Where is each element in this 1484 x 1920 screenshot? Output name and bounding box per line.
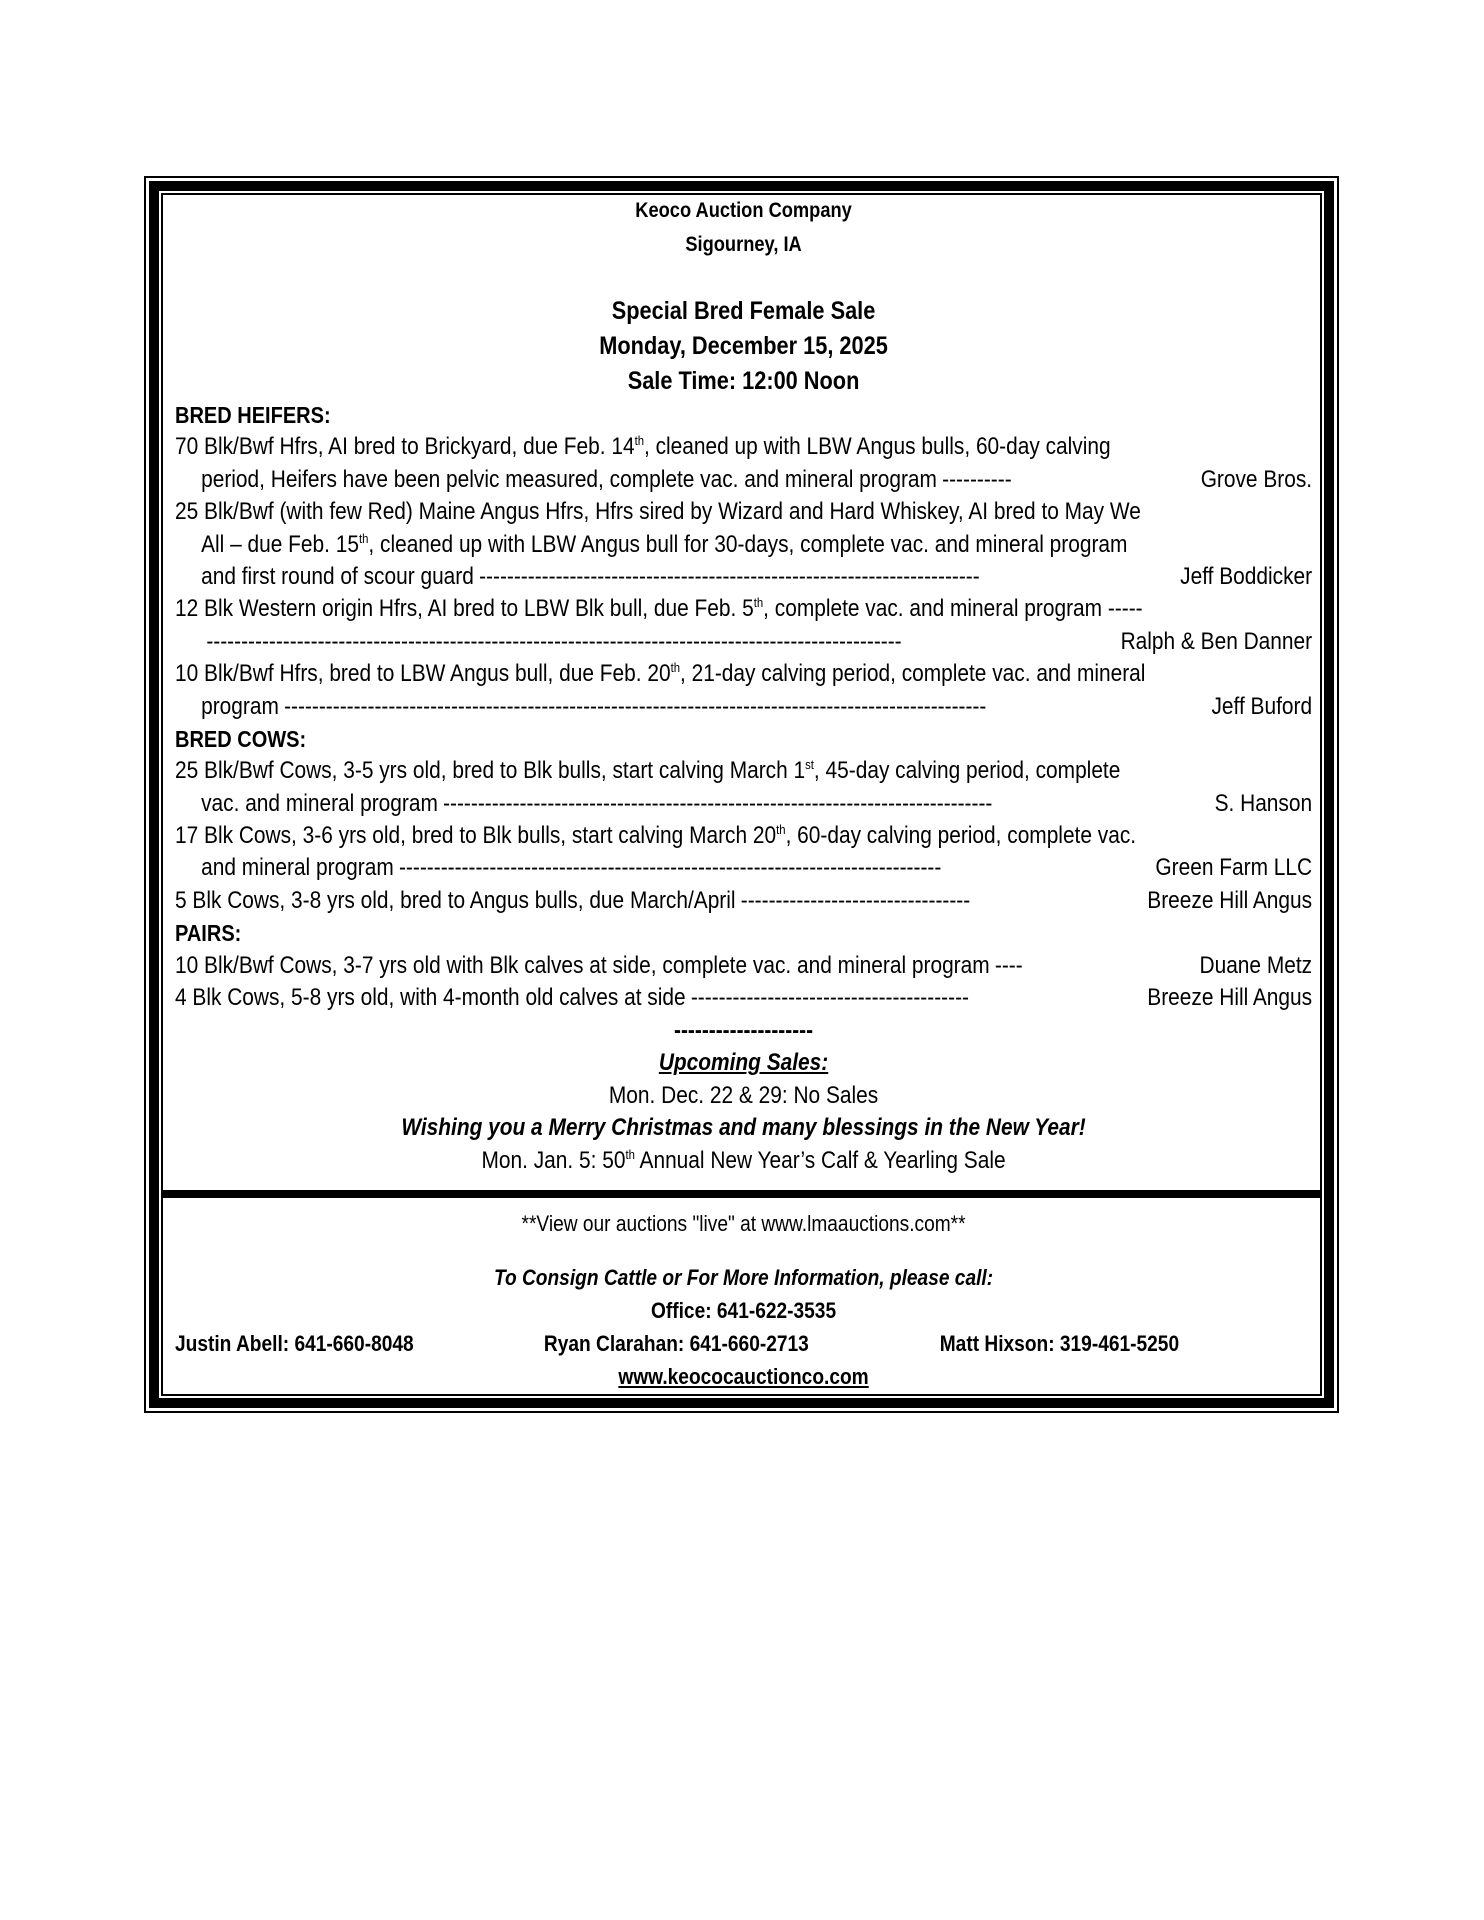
listing-description <box>175 496 1141 528</box>
sale-time: Sale Time: 12:00 Noon <box>627 367 860 395</box>
consignor-name: Grove Bros. <box>1200 465 1313 493</box>
upcoming-sales <box>175 1015 1312 1177</box>
superscript: th <box>776 822 786 838</box>
dash-leader <box>741 885 1135 917</box>
description-text: , 45-day calving period, complete <box>813 757 1121 785</box>
listing-description <box>201 788 438 820</box>
consignor-name: Jeff Buford <box>1211 692 1313 720</box>
leader-dashes: ---- <box>994 951 1023 979</box>
listing-line <box>175 593 1312 625</box>
listing-description <box>201 852 394 884</box>
consignor-name: Breeze Hill Angus <box>1147 886 1313 914</box>
section-divider-band <box>163 1190 1320 1198</box>
contact-justin-abell: Justin Abell: 641-660-8048 <box>175 1331 414 1356</box>
calf-sale-text: Mon. Jan. 5: 50 <box>481 1146 626 1174</box>
description-text: 25 Blk/Bwf (with few Red) Maine Angus Hfrs, Hfrs sired by Wizard and Hard Whiskey, AI bred to May We <box>175 498 1141 526</box>
description-text: program <box>201 692 279 720</box>
listing-line <box>175 464 1312 496</box>
consign-prompt: To Consign Cattle or For More Information, please call: <box>493 1265 994 1290</box>
description-text: 10 Blk/Bwf Hfrs, bred to LBW Angus bull, due Feb. 20 <box>175 660 671 688</box>
listing-line <box>175 852 1312 884</box>
dash-leader <box>942 464 1188 496</box>
dash-leader <box>284 691 1199 723</box>
contact-matt-hixson: Matt Hixson: 319-461-5250 <box>939 1331 1180 1356</box>
superscript: th <box>358 530 369 546</box>
office-phone: Office: 641-622-3535 <box>650 1298 837 1323</box>
upcoming-calf-sale <box>175 1145 1312 1177</box>
upcoming-sales-title: Upcoming Sales: <box>658 1049 829 1077</box>
listing-description <box>175 885 736 917</box>
listing-description <box>201 464 937 496</box>
listing-description <box>201 561 474 593</box>
superscript: th <box>753 595 764 611</box>
description-text: 70 Blk/Bwf Hfrs, AI bred to Brickyard, due Feb. 14 <box>175 433 635 461</box>
leader-dashes: ---------------------------------------- <box>690 984 969 1012</box>
description-text: 25 Blk/Bwf Cows, 3-5 yrs old, bred to Blk bulls, start calving March 1 <box>175 757 806 785</box>
consignor-name: Jeff Boddicker <box>1180 562 1313 590</box>
dash-leader <box>443 788 1202 820</box>
consignor-name: Breeze Hill Angus <box>1147 984 1313 1012</box>
listing-description <box>175 755 1120 787</box>
contact-footer <box>175 1207 1312 1393</box>
holiday-greeting: Wishing you a Merry Christmas and many blessings in the New Year! <box>401 1114 1086 1142</box>
consignor-name: S. Hanson <box>1214 789 1313 817</box>
description-text: and mineral program <box>201 854 394 882</box>
dash-leader <box>206 626 1108 658</box>
leader-dashes: ------------------------------------------------------------------------------ <box>398 854 942 882</box>
listing-description <box>175 431 1111 463</box>
listing-description <box>175 593 1143 625</box>
sale-header <box>175 194 1312 399</box>
listing-line <box>175 755 1312 787</box>
listing-description <box>175 982 686 1014</box>
dash-leader <box>995 950 1187 982</box>
superscript: th <box>625 1146 635 1162</box>
website-link[interactable]: www.keococauctionco.com <box>618 1364 869 1389</box>
description-text: 12 Blk Western origin Hfrs, AI bred to LBW Blk bull, due Feb. 5 <box>175 595 754 623</box>
section-heading: BRED COWS: <box>175 725 307 752</box>
contact-list <box>175 1327 1312 1360</box>
description-text: 5 Blk Cows, 3-8 yrs old, bred to Angus bulls, due March/April <box>175 886 736 914</box>
contact-ryan-clarahan: Ryan Clarahan: 641-660-2713 <box>543 1331 809 1356</box>
description-text: 4 Blk Cows, 5-8 yrs old, with 4-month old calves at side <box>175 984 686 1012</box>
listing-description <box>201 529 1127 561</box>
listing-line <box>175 885 1312 917</box>
description-text: , cleaned up with LBW Angus bulls, 60-day calving <box>643 433 1111 461</box>
listing-line <box>175 431 1312 463</box>
listing-line <box>175 950 1312 982</box>
section-heading: BRED HEIFERS: <box>175 402 331 428</box>
listing-description <box>175 950 990 982</box>
listing-line <box>175 496 1312 528</box>
calf-sale-text: Annual New Year’s Calf & Yearling Sale <box>634 1146 1006 1174</box>
description-text: , complete vac. and mineral program ----- <box>763 595 1143 623</box>
listing-line <box>175 788 1312 820</box>
sale-date: Monday, December 15, 2025 <box>599 332 888 360</box>
company-location: Sigourney, IA <box>685 233 802 256</box>
listing-description <box>175 658 1145 690</box>
superscript: st <box>805 757 814 773</box>
superscript: th <box>670 660 681 676</box>
listing-line <box>175 820 1312 852</box>
description-text: period, Heifers have been pelvic measured, complete vac. and mineral program <box>201 465 937 493</box>
leader-dashes: --------------------------------- <box>740 886 971 914</box>
leader-dashes: ---------- <box>942 465 1012 493</box>
consignor-name: Duane Metz <box>1199 951 1313 979</box>
listing-line <box>175 982 1312 1014</box>
dash-leader <box>691 982 1135 1014</box>
listing-description <box>175 820 1136 852</box>
leader-dashes: ----------------------------------------------------------------------------------------------------- <box>284 692 987 720</box>
description-text: , 60-day calving period, complete vac. <box>785 822 1137 850</box>
listing-line <box>175 529 1312 561</box>
superscript: th <box>634 433 644 449</box>
listing-line <box>175 691 1312 723</box>
upcoming-no-sales: Mon. Dec. 22 & 29: No Sales <box>608 1081 879 1109</box>
company-name: Keoco Auction Company <box>635 199 852 222</box>
dash-leader <box>479 561 1168 593</box>
listing-line <box>175 561 1312 593</box>
consignment-listings <box>175 399 1312 1014</box>
description-text: , cleaned up with LBW Angus bull for 30-days, complete vac. and mineral program <box>368 530 1128 558</box>
separator-dashes: -------------------- <box>674 1017 814 1044</box>
listing-description <box>201 691 279 723</box>
listing-line <box>175 658 1312 690</box>
description-text: , 21-day calving period, complete vac. and mineral <box>680 660 1146 688</box>
description-text: 10 Blk/Bwf Cows, 3-7 yrs old with Blk calves at side, complete vac. and mineral program <box>175 951 990 979</box>
leader-dashes: ---------------------------------------------------------------------------------------------------- <box>206 627 902 655</box>
consignor-name: Green Farm LLC <box>1155 854 1313 882</box>
section-heading: PAIRS: <box>175 920 242 947</box>
description-text: and first round of scour guard <box>201 562 474 590</box>
leader-dashes: ------------------------------------------------------------------------ <box>479 562 980 590</box>
live-auctions-note: **View our auctions "live" at www.lmaauctions.com** <box>521 1211 966 1236</box>
leader-dashes: ------------------------------------------------------------------------------- <box>443 789 993 817</box>
dash-leader <box>399 852 1143 884</box>
consignor-name: Ralph & Ben Danner <box>1120 627 1313 655</box>
description-text: vac. and mineral program <box>201 789 438 817</box>
description-text: All – due Feb. 15 <box>201 530 359 558</box>
description-text: 17 Blk Cows, 3-6 yrs old, bred to Blk bulls, start calving March 20 <box>175 822 777 850</box>
listing-line <box>175 626 1312 658</box>
sale-name: Special Bred Female Sale <box>611 297 876 325</box>
